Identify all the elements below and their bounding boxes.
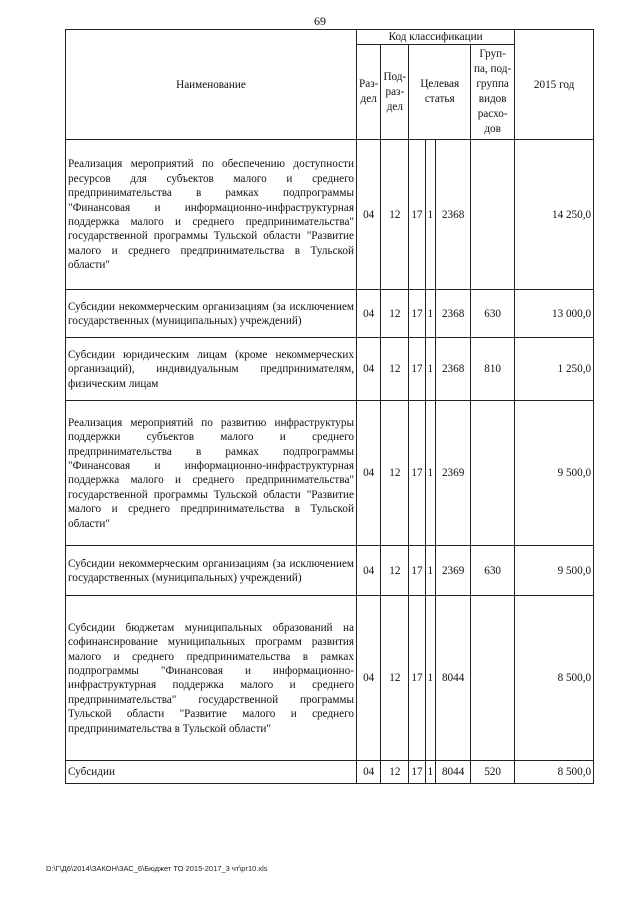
row-podrazdel: 12 <box>381 140 409 290</box>
row-group <box>471 401 515 546</box>
row-podrazdel: 12 <box>381 761 409 784</box>
row-target-part1: 17 <box>409 338 425 401</box>
row-target-part1: 17 <box>409 761 425 784</box>
row-name: Реализация мероприятий по обеспечению доступности ресурсов для субъектов малого и среднего предпринимательства в рамках подпрограммы "Финансовая и информационно-инфраструктурная поддержка малого и среднего предпринимательства" государственной программы Тульской области "Развитие малого и среднего предпринимательства в Тульской области" <box>66 140 357 290</box>
row-target-part2: 1 <box>425 338 436 401</box>
row-target-part1: 17 <box>409 401 425 546</box>
row-group <box>471 140 515 290</box>
budget-table <box>65 29 594 784</box>
row-target-part3: 2368 <box>436 140 471 290</box>
row-target-part2: 1 <box>425 401 436 546</box>
row-name: Субсидии некоммерческим организациям (за исключением государственных (муниципальных) учреждений) <box>66 290 357 338</box>
row-target-part1: 17 <box>409 290 425 338</box>
row-razdel: 04 <box>357 761 381 784</box>
row-razdel: 04 <box>357 596 381 761</box>
row-target-part1: 17 <box>409 140 425 290</box>
row-target-part2: 1 <box>425 546 436 596</box>
row-razdel: 04 <box>357 290 381 338</box>
row-razdel: 04 <box>357 140 381 290</box>
row-name: Реализация мероприятий по развитию инфраструктуры поддержки субъектов малого и среднего предпринимательства в рамках подпрограммы "Финансовая и информационно-инфраструктурная поддержка малого и среднего предпринимательства" государственной программы Тульской области "Развитие малого и среднего предпринимательства в Тульской области" <box>66 401 357 546</box>
header-code-group: Код классификации <box>357 30 515 45</box>
row-group: 520 <box>471 761 515 784</box>
table-row <box>66 140 594 290</box>
table-row <box>66 290 594 338</box>
table-row <box>66 401 594 546</box>
row-podrazdel: 12 <box>381 596 409 761</box>
row-podrazdel: 12 <box>381 290 409 338</box>
row-target-part3: 8044 <box>436 596 471 761</box>
table-row <box>66 596 594 761</box>
page-number: 69 <box>314 14 326 28</box>
row-razdel: 04 <box>357 546 381 596</box>
row-target-part2: 1 <box>425 761 436 784</box>
row-podrazdel: 12 <box>381 546 409 596</box>
row-amount: 13 000,0 <box>515 290 594 338</box>
file-path-footer: D:\Г\Д6\2014\ЗАКОН\ЗАС_6\Бюджет ТО 2015-2017_3 чт\pr10.xls <box>46 864 268 873</box>
row-target-part3: 8044 <box>436 761 471 784</box>
row-target-part3: 2368 <box>436 338 471 401</box>
row-amount: 14 250,0 <box>515 140 594 290</box>
row-podrazdel: 12 <box>381 338 409 401</box>
row-target-part2: 1 <box>425 596 436 761</box>
header-target-article: Целевая статья <box>409 45 471 140</box>
row-target-part3: 2369 <box>436 546 471 596</box>
table-row <box>66 338 594 401</box>
header-expense-group: Груп- па, под- группа видов расхо- дов <box>471 45 515 140</box>
table-body <box>66 30 594 784</box>
row-name: Субсидии бюджетам муниципальных образований на софинансирование муниципальных программ развития малого и среднего предпринимательства в рамках подпрограммы "Финансовая и информационно-инфраструктурная поддержка малого и среднего предпринимательства" государственной программы Тульской области "Развитие малого и среднего предпринимательства в Тульской области" <box>66 596 357 761</box>
table-row <box>66 761 594 784</box>
row-amount: 9 500,0 <box>515 401 594 546</box>
row-name: Субсидии <box>66 761 357 784</box>
row-target-part1: 17 <box>409 546 425 596</box>
table-row <box>66 546 594 596</box>
row-razdel: 04 <box>357 338 381 401</box>
row-target-part3: 2369 <box>436 401 471 546</box>
row-target-part1: 17 <box>409 596 425 761</box>
row-amount: 8 500,0 <box>515 761 594 784</box>
header-year: 2015 год <box>515 30 594 140</box>
header-razdel: Раз- дел <box>357 45 381 140</box>
row-group: 630 <box>471 290 515 338</box>
row-group: 630 <box>471 546 515 596</box>
row-razdel: 04 <box>357 401 381 546</box>
header-row-top <box>66 30 594 45</box>
row-name: Субсидии юридическим лицам (кроме некоммерческих организаций), индивидуальным предпринимателям, физическим лицам <box>66 338 357 401</box>
row-name: Субсидии некоммерческим организациям (за исключением государственных (муниципальных) учреждений) <box>66 546 357 596</box>
row-podrazdel: 12 <box>381 401 409 546</box>
row-amount: 8 500,0 <box>515 596 594 761</box>
row-target-part2: 1 <box>425 290 436 338</box>
row-amount: 1 250,0 <box>515 338 594 401</box>
header-name: Наименование <box>66 30 357 140</box>
row-amount: 9 500,0 <box>515 546 594 596</box>
row-target-part3: 2368 <box>436 290 471 338</box>
row-group <box>471 596 515 761</box>
row-target-part2: 1 <box>425 140 436 290</box>
header-podrazdel: Под- раз- дел <box>381 45 409 140</box>
row-group: 810 <box>471 338 515 401</box>
